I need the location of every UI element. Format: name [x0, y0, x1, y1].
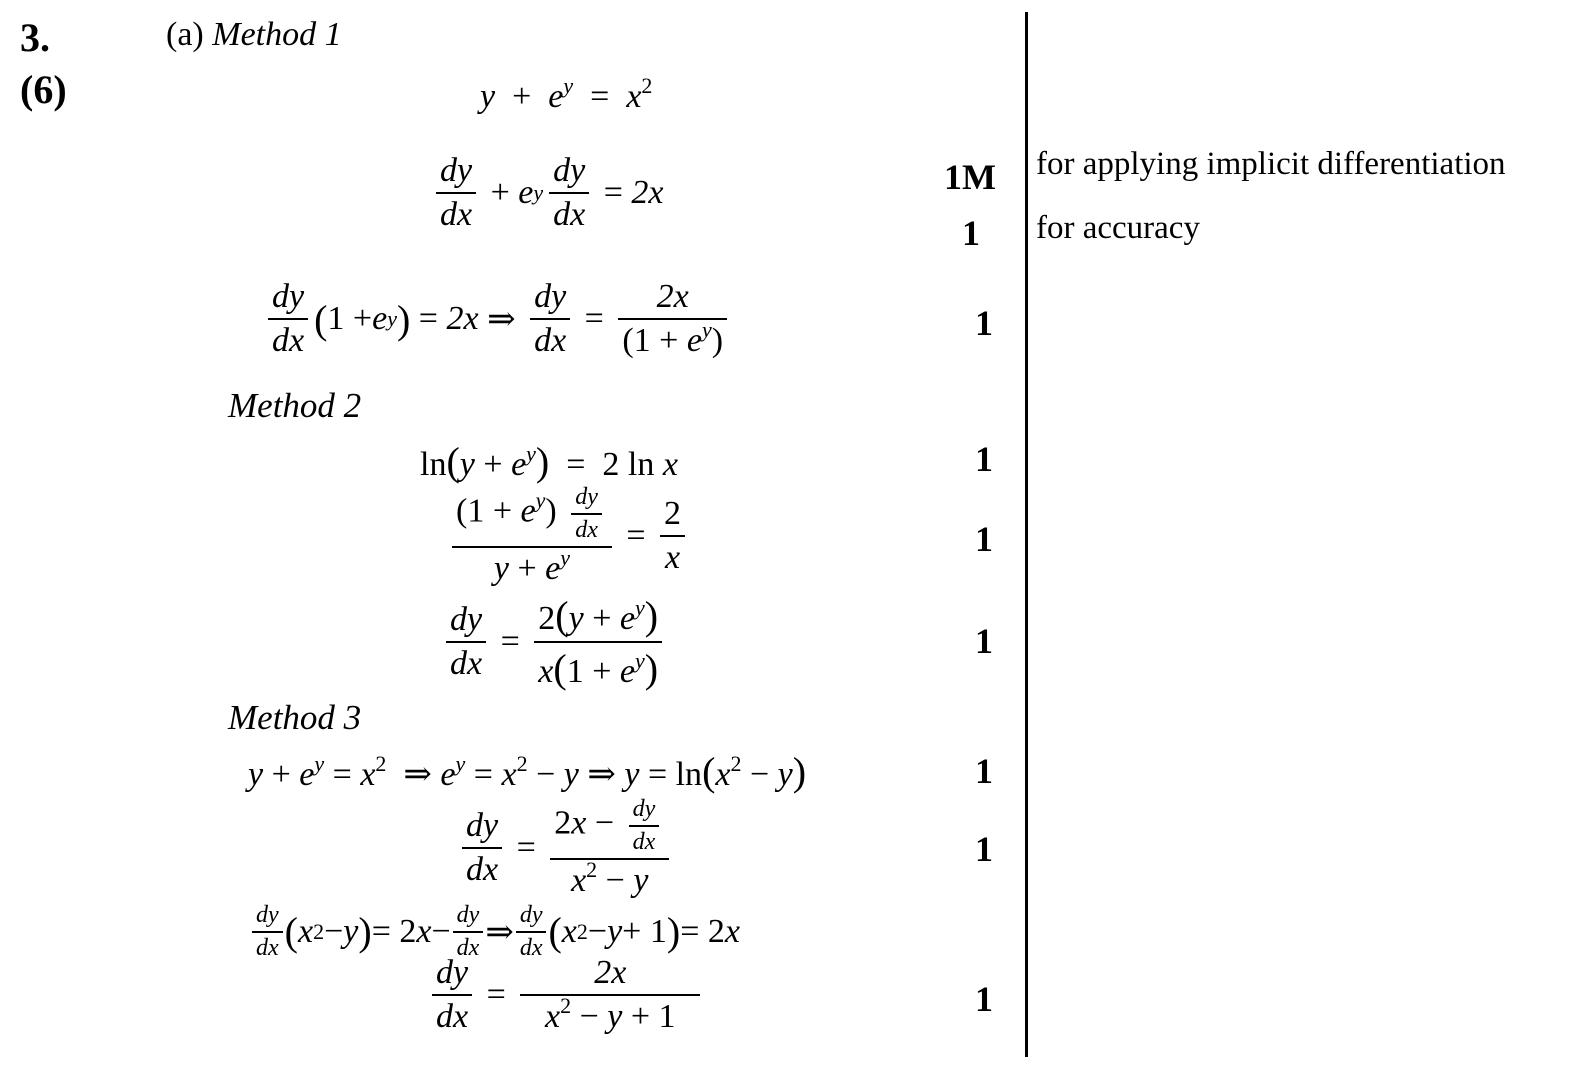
m2-equation-1: $\ln(y + e^y) = 2$ ln x [420, 439, 678, 484]
part-label: (a) [166, 16, 204, 53]
marking-column-divider [1025, 12, 1028, 1057]
mark-method-3-line-1: 1 [975, 751, 993, 791]
question-number: 3. [20, 15, 50, 60]
mark-method-3-line-4: 1 [975, 979, 993, 1019]
comment-accuracy: for accuracy [1036, 210, 1200, 246]
mark-method-2-line-1: 1 [975, 439, 993, 479]
mark-method-3-line-2: 1 [975, 829, 993, 869]
method-1-title: Method 1 [212, 16, 342, 53]
mark-method-1: 1M [944, 157, 996, 197]
m3-equation-4: $\frac{dy}{dx}$ = $\frac{2x}{x^2 - y + 1}$ [426, 954, 706, 1036]
mark-accuracy: 1 [962, 213, 980, 253]
comment-implicit-differentiation: for applying implicit differentiation [1036, 146, 1506, 182]
m3-equation-2: $\frac{dy}{dx}$ = 2x − $\frac{dy}{dx}$ $x^2 - y$ [456, 796, 675, 900]
method-3-title: Method 3 [228, 698, 362, 737]
mark-method-1-result: 1 [975, 303, 993, 343]
m1-equation-2: $\frac{dy}{dx}$ + e y $\frac{dy}{dx}$ = 2x [430, 152, 664, 234]
question-total-marks: (6) [20, 67, 67, 112]
part-label-line [166, 16, 342, 54]
m2-equation-2: $(1 + e^y)$ $\frac{dy}{dx}$ $y + e^y$ = $\frac{2}{x}$ [446, 484, 691, 588]
method-2-title: Method 2 [228, 386, 362, 425]
m3-equation-3: $\frac{dy}{dx}$ ( x 2 − y ) = 2 x − $\frac{dy}{dx}$ ⇒ $\frac{dy}{dx}$ ( x 2 − y + 1 ) = 2 x [250, 902, 740, 962]
mark-method-2-line-3: 1 [975, 621, 993, 661]
m3-equation-1: $y + e^y = x^2$ ⇒ $e^y = x^2 - y$ ⇒ $y = \ln(x^2 - y)$ [248, 749, 807, 794]
m1-equation-1: $y + e^y = x^2$ [480, 73, 653, 115]
mark-method-2-line-2: 1 [975, 519, 993, 559]
m2-equation-3: $\frac{dy}{dx}$ = $\frac{2(y + e^y)}{x(1 + e^y)}$ [440, 592, 668, 692]
m1-equation-3: $\frac{dy}{dx}$ ( 1 + e y ) = 2x ⇒ $\frac{dy}{dx}$ = $\frac{2x}{(1 + e^y)}$ [262, 278, 733, 360]
